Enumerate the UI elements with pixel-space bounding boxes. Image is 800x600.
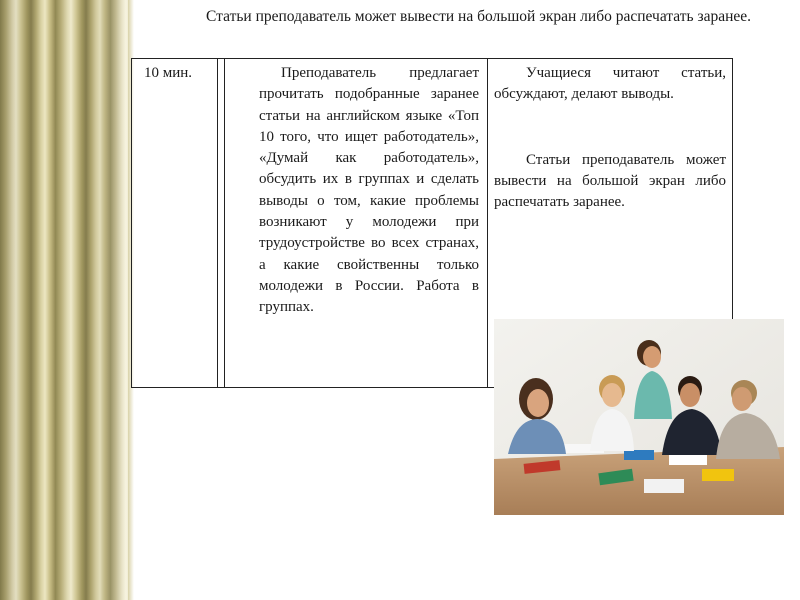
student-activity-note: Статьи преподаватель может вывести на большой экран либо распечатать заранее. — [494, 151, 726, 211]
intro-text: Статьи преподаватель может вывести на большой экран либо распечатать заранее. — [206, 8, 752, 25]
decorative-curtain — [0, 0, 128, 600]
time-cell — [132, 59, 225, 388]
teacher-activity-cell — [225, 59, 488, 388]
teacher-activity-text: Преподаватель предлагает прочитать подобранные заранее статьи на английском языке «Топ 10 того, что ищет работодатель», «Думай как работодатель», обсудить их в группах и сделать выводы о том, какие проблемы возникают у молодежи при трудоустройстве во всех странах, а какие свойственны только молодежи в России. Работа в группах. — [259, 65, 479, 316]
student-activity-text: Учащиеся читают статьи, обсуждают, делают выводы. — [494, 65, 726, 103]
classroom-photo — [494, 319, 784, 515]
time-value: 10 мин. — [144, 65, 193, 81]
